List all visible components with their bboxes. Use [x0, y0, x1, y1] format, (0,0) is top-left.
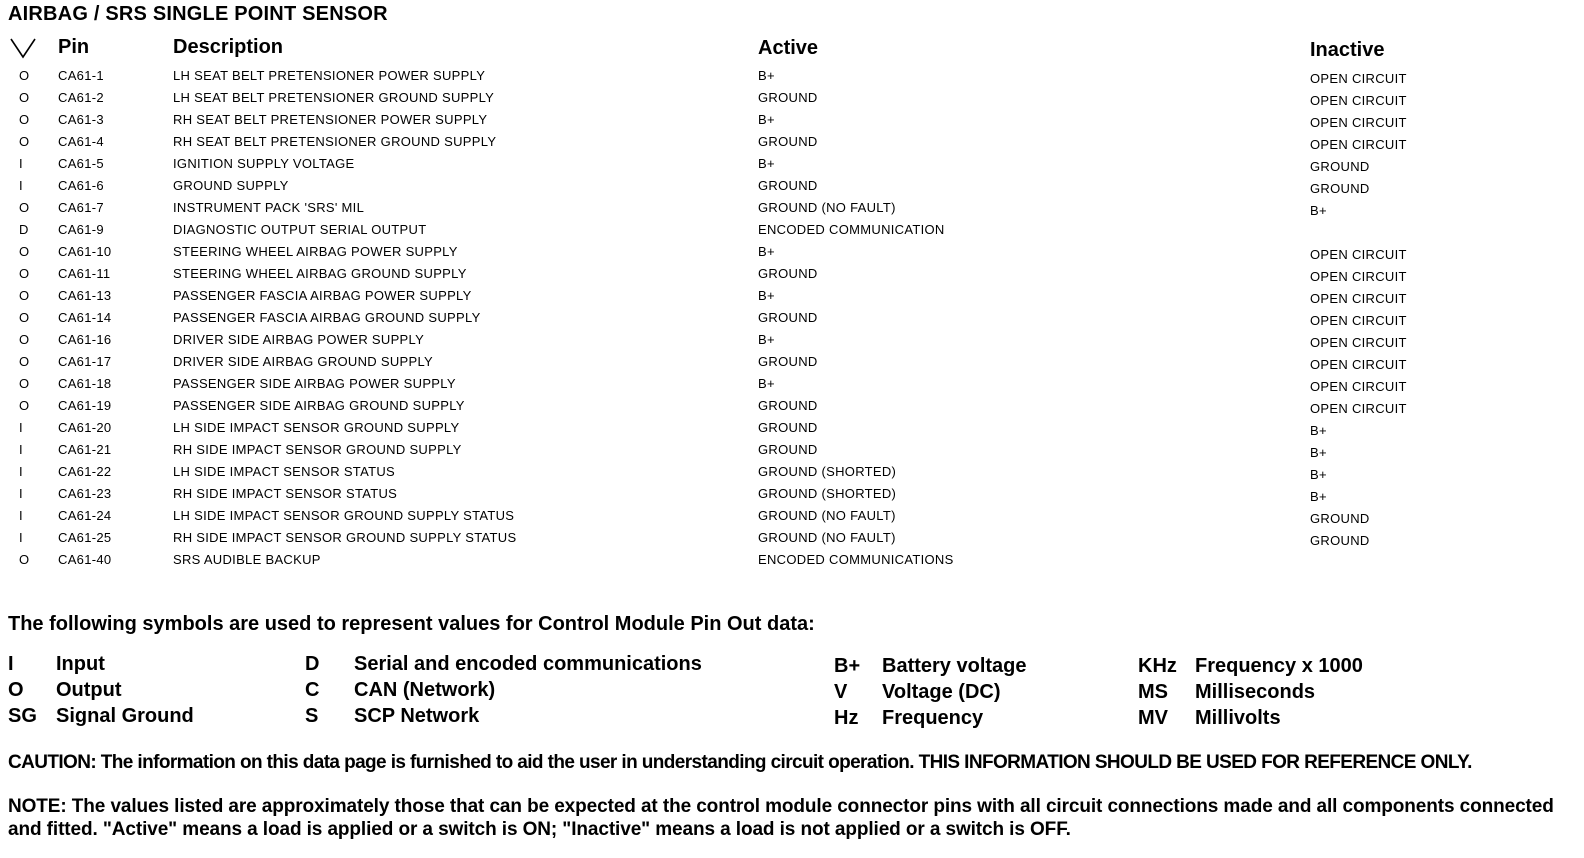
active-value: GROUND	[758, 420, 818, 435]
legend-symbol: O	[8, 679, 24, 701]
legend-symbol: D	[305, 653, 320, 675]
inactive-value: GROUND	[1310, 181, 1370, 196]
legend-symbol: MS	[1138, 681, 1168, 703]
pin-id: CA61-10	[58, 244, 112, 259]
pin-description: GROUND SUPPLY	[173, 178, 289, 193]
pin-type: O	[19, 354, 30, 369]
pin-type: O	[19, 266, 30, 281]
legend-symbol: V	[834, 681, 848, 703]
table-row	[0, 462, 1584, 484]
legend-meaning: Millivolts	[1195, 707, 1281, 729]
inactive-value: B+	[1310, 467, 1327, 482]
table-row	[0, 440, 1584, 462]
inactive-value: B+	[1310, 445, 1327, 460]
pin-description: RH SIDE IMPACT SENSOR GROUND SUPPLY STATUS	[173, 530, 517, 545]
table-row	[0, 198, 1584, 220]
active-value: B+	[758, 376, 775, 391]
active-value: B+	[758, 156, 775, 171]
pin-id: CA61-14	[58, 310, 112, 325]
table-row	[0, 220, 1584, 242]
pin-description: RH SIDE IMPACT SENSOR GROUND SUPPLY	[173, 442, 462, 457]
pin-description: PASSENGER SIDE AIRBAG POWER SUPPLY	[173, 376, 456, 391]
inactive-value: OPEN CIRCUIT	[1310, 335, 1407, 350]
pin-id: CA61-6	[58, 178, 104, 193]
pin-type: O	[19, 398, 30, 413]
legend-meaning: Voltage (DC)	[882, 681, 1001, 703]
active-value: B+	[758, 112, 775, 127]
inactive-value: OPEN CIRCUIT	[1310, 247, 1407, 262]
inactive-value: OPEN CIRCUIT	[1310, 137, 1407, 152]
legend-symbol: SG	[8, 705, 37, 727]
pin-description: DIAGNOSTIC OUTPUT SERIAL OUTPUT	[173, 222, 427, 237]
table-row	[0, 528, 1584, 550]
active-value: GROUND	[758, 442, 818, 457]
pin-description: PASSENGER FASCIA AIRBAG POWER SUPPLY	[173, 288, 472, 303]
active-value: GROUND	[758, 134, 818, 149]
legend-meaning: SCP Network	[354, 705, 480, 727]
pin-id: CA61-7	[58, 200, 104, 215]
inactive-value: GROUND	[1310, 533, 1370, 548]
inactive-value: B+	[1310, 423, 1327, 438]
inactive-value: OPEN CIRCUIT	[1310, 291, 1407, 306]
pin-description: STEERING WHEEL AIRBAG POWER SUPPLY	[173, 244, 458, 259]
active-value: GROUND	[758, 90, 818, 105]
pin-type: O	[19, 134, 30, 149]
active-value: GROUND (NO FAULT)	[758, 508, 896, 523]
pin-id: CA61-40	[58, 552, 112, 567]
pin-description: INSTRUMENT PACK 'SRS' MIL	[173, 200, 365, 215]
inactive-value: OPEN CIRCUIT	[1310, 71, 1407, 86]
pin-description: LH SEAT BELT PRETENSIONER POWER SUPPLY	[173, 68, 486, 83]
table-row	[0, 66, 1584, 88]
inactive-value: OPEN CIRCUIT	[1310, 379, 1407, 394]
table-row	[0, 352, 1584, 374]
legend-symbol: KHz	[1138, 655, 1177, 677]
active-value: GROUND	[758, 310, 818, 325]
legend-meaning: Battery voltage	[882, 655, 1027, 677]
pin-type: I	[19, 530, 23, 545]
triangle-down-icon	[10, 37, 36, 59]
legend-meaning: Frequency x 1000	[1195, 655, 1363, 677]
pin-id: CA61-17	[58, 354, 112, 369]
active-value: GROUND (SHORTED)	[758, 464, 897, 479]
pin-id: CA61-16	[58, 332, 112, 347]
table-row	[0, 396, 1584, 418]
table-row	[0, 506, 1584, 528]
table-row	[0, 330, 1584, 352]
table-row	[0, 484, 1584, 506]
active-value: B+	[758, 244, 775, 259]
legend-meaning: Signal Ground	[56, 705, 194, 727]
table-row	[0, 264, 1584, 286]
pin-id: CA61-9	[58, 222, 104, 237]
inactive-column-header: Inactive	[1310, 39, 1385, 61]
pin-description: RH SIDE IMPACT SENSOR STATUS	[173, 486, 398, 501]
active-value: ENCODED COMMUNICATION	[758, 222, 945, 237]
pin-id: CA61-11	[58, 266, 111, 281]
active-value: GROUND	[758, 266, 818, 281]
pin-description: DRIVER SIDE AIRBAG POWER SUPPLY	[173, 332, 425, 347]
pin-description: LH SIDE IMPACT SENSOR STATUS	[173, 464, 395, 479]
pin-table	[0, 66, 1584, 572]
description-column-header: Description	[173, 36, 284, 58]
pin-type: O	[19, 68, 30, 83]
pin-description: SRS AUDIBLE BACKUP	[173, 552, 321, 567]
pin-id: CA61-5	[58, 156, 104, 171]
pin-type: O	[19, 288, 30, 303]
active-value: B+	[758, 332, 775, 347]
pin-id: CA61-21	[58, 442, 112, 457]
caution-text: CAUTION: The information on this data page is furnished to aid the user in understanding circuit operation. THIS INFORMATION SHOULD BE USED FOR REFERENCE ONLY.	[8, 752, 1472, 773]
pin-type: O	[19, 90, 30, 105]
pin-type: I	[19, 508, 23, 523]
pin-id: CA61-24	[58, 508, 112, 523]
pin-id: CA61-4	[58, 134, 104, 149]
legend-symbol: I	[8, 653, 14, 675]
legend-symbol: MV	[1138, 707, 1168, 729]
active-value: GROUND (SHORTED)	[758, 486, 897, 501]
table-row	[0, 132, 1584, 154]
pin-type: I	[19, 420, 23, 435]
table-row	[0, 110, 1584, 132]
legend-meaning: Input	[56, 653, 105, 675]
inactive-value: GROUND	[1310, 159, 1370, 174]
active-value: GROUND	[758, 354, 818, 369]
pin-type: O	[19, 552, 30, 567]
inactive-value: OPEN CIRCUIT	[1310, 357, 1407, 372]
pin-type: I	[19, 156, 23, 171]
table-row	[0, 418, 1584, 440]
pin-description: DRIVER SIDE AIRBAG GROUND SUPPLY	[173, 354, 434, 369]
pin-id: CA61-23	[58, 486, 112, 501]
pin-description: STEERING WHEEL AIRBAG GROUND SUPPLY	[173, 266, 467, 281]
active-value: ENCODED COMMUNICATIONS	[758, 552, 954, 567]
pin-id: CA61-13	[58, 288, 112, 303]
pin-type: I	[19, 442, 23, 457]
legend-meaning: Milliseconds	[1195, 681, 1316, 703]
legend-symbol: B+	[834, 655, 861, 677]
active-value: GROUND (NO FAULT)	[758, 200, 896, 215]
table-row	[0, 242, 1584, 264]
pin-type: D	[19, 222, 29, 237]
pin-id: CA61-2	[58, 90, 104, 105]
table-row	[0, 374, 1584, 396]
table-row	[0, 308, 1584, 330]
inactive-value: B+	[1310, 489, 1327, 504]
pin-description: IGNITION SUPPLY VOLTAGE	[173, 156, 355, 171]
legend-symbol: S	[305, 705, 319, 727]
table-row	[0, 88, 1584, 110]
pin-type: I	[19, 486, 23, 501]
active-value: B+	[758, 288, 775, 303]
pin-description: LH SEAT BELT PRETENSIONER GROUND SUPPLY	[173, 90, 495, 105]
pin-id: CA61-3	[58, 112, 104, 127]
pin-description: PASSENGER FASCIA AIRBAG GROUND SUPPLY	[173, 310, 481, 325]
table-row	[0, 176, 1584, 198]
inactive-value: OPEN CIRCUIT	[1310, 313, 1407, 328]
active-column-header: Active	[758, 37, 819, 59]
pin-description: PASSENGER SIDE AIRBAG GROUND SUPPLY	[173, 398, 465, 413]
legend-symbol: C	[305, 679, 320, 701]
legend-symbol: Hz	[834, 707, 859, 729]
inactive-value: B+	[1310, 203, 1327, 218]
pin-type: O	[19, 310, 30, 325]
legend-intro: The following symbols are used to represent values for Control Module Pin Out data:	[8, 613, 815, 635]
inactive-value: OPEN CIRCUIT	[1310, 115, 1407, 130]
note-text: NOTE: The values listed are approximately those that can be expected at the control module connector pins with all circuit connections made and all components connected and fitted. "Active" means a load is applied or a switch is ON; "Inactive" means a load is not applied or a switch is OFF.	[8, 796, 1554, 840]
active-value: B+	[758, 68, 775, 83]
pin-id: CA61-20	[58, 420, 112, 435]
inactive-value: GROUND	[1310, 511, 1370, 526]
pin-id: CA61-19	[58, 398, 112, 413]
pin-id: CA61-1	[58, 68, 104, 83]
pin-id: CA61-18	[58, 376, 112, 391]
pin-description: LH SIDE IMPACT SENSOR GROUND SUPPLY STATUS	[173, 508, 515, 523]
legend-meaning: Serial and encoded communications	[354, 653, 702, 675]
pin-type: O	[19, 200, 30, 215]
pin-type: O	[19, 112, 30, 127]
pin-description: LH SIDE IMPACT SENSOR GROUND SUPPLY	[173, 420, 460, 435]
pin-type: O	[19, 376, 30, 391]
inactive-value: OPEN CIRCUIT	[1310, 93, 1407, 108]
pin-type: I	[19, 464, 23, 479]
active-value: GROUND	[758, 398, 818, 413]
pin-id: CA61-25	[58, 530, 112, 545]
inactive-value: OPEN CIRCUIT	[1310, 401, 1407, 416]
active-value: GROUND (NO FAULT)	[758, 530, 896, 545]
pin-type: O	[19, 332, 30, 347]
legend-meaning: Output	[56, 679, 122, 701]
pin-description: RH SEAT BELT PRETENSIONER POWER SUPPLY	[173, 112, 488, 127]
table-row	[0, 154, 1584, 176]
pin-id: CA61-22	[58, 464, 112, 479]
page-title: AIRBAG / SRS SINGLE POINT SENSOR	[8, 3, 388, 25]
legend-meaning: CAN (Network)	[354, 679, 496, 701]
legend-meaning: Frequency	[882, 707, 984, 729]
pin-column-header: Pin	[58, 36, 90, 58]
table-row	[0, 550, 1584, 572]
table-row	[0, 286, 1584, 308]
pin-type: O	[19, 244, 30, 259]
inactive-value: OPEN CIRCUIT	[1310, 269, 1407, 284]
pin-description: RH SEAT BELT PRETENSIONER GROUND SUPPLY	[173, 134, 497, 149]
pin-type: I	[19, 178, 23, 193]
active-value: GROUND	[758, 178, 818, 193]
